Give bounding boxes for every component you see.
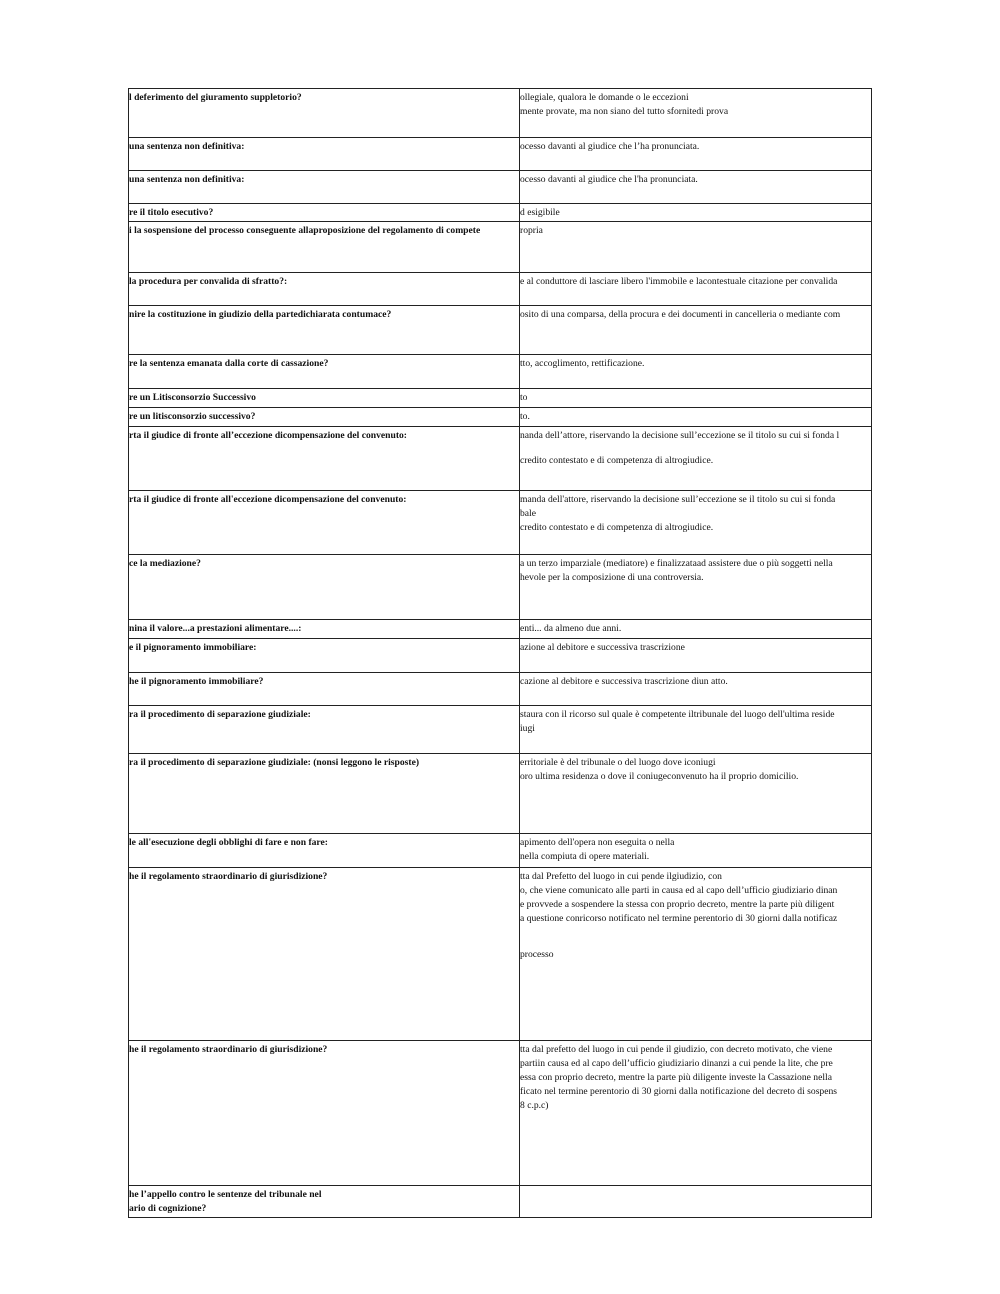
question-cell — [129, 89, 520, 138]
table-row — [129, 355, 872, 389]
question-line: ario di cognizione? — [129, 1203, 207, 1214]
question-cell — [129, 620, 520, 639]
answer-cell — [520, 491, 872, 555]
answer-line: ropria — [520, 225, 543, 236]
answer-line: nanda dell’attore, riservando la decisione sull’eccezione se il titolo su cui si fonda l — [520, 430, 840, 441]
question-line: re un Litisconsorzio Successivo — [129, 392, 256, 403]
table-row — [129, 868, 872, 1041]
question-cell — [129, 222, 520, 273]
table-row — [129, 620, 872, 639]
question-line: ce la mediazione? — [129, 558, 201, 569]
table-row — [129, 639, 872, 673]
answer-line: tta dal prefetto del luogo in cui pende il giudizio, con decreto motivato, che viene — [520, 1044, 833, 1055]
answer-cell — [520, 834, 872, 868]
answer-cell — [520, 204, 872, 222]
answer-cell — [520, 706, 872, 754]
question-cell — [129, 138, 520, 171]
answer-cell — [520, 273, 872, 306]
table-row — [129, 706, 872, 754]
table-row — [129, 427, 872, 491]
table-row — [129, 222, 872, 273]
table-row — [129, 204, 872, 222]
answer-cell — [520, 868, 872, 1041]
answer-cell — [520, 89, 872, 138]
question-line: he il regolamento straordinario di giurisdizione? — [129, 1044, 328, 1055]
question-line: ra il procedimento di separazione giudiziale: (nonsi leggono le risposte) — [129, 757, 420, 768]
answer-cell — [520, 1186, 872, 1218]
table-row — [129, 306, 872, 355]
answer-line: e al conduttore di lasciare libero l'immobile e lacontestuale citazione per convalida — [520, 276, 838, 287]
answer-line: enti... da almeno due anni. — [520, 623, 622, 634]
answer-cell — [520, 389, 872, 408]
answer-cell — [520, 222, 872, 273]
answer-line: essa con proprio decreto, mentre la parte più diligente investe la Cassazione nella — [520, 1072, 832, 1083]
table-row — [129, 491, 872, 555]
table-row — [129, 138, 872, 171]
answer-line: hevole per la composizione di una controversia. — [520, 572, 704, 583]
table-row — [129, 754, 872, 834]
table-row — [129, 1186, 872, 1218]
answer-cell — [520, 754, 872, 834]
answer-line: ocesso davanti al giudice che l'ha pronunciata. — [520, 174, 698, 185]
table-row — [129, 834, 872, 868]
question-line: re un litisconsorzio successivo? — [129, 411, 256, 422]
table-row — [129, 1041, 872, 1186]
question-cell — [129, 555, 520, 620]
answer-line: staura con il ricorso sul quale è competente iltribunale del luogo dell'ultima reside — [520, 709, 835, 720]
answer-cell — [520, 1041, 872, 1186]
answer-line: d esigibile — [520, 207, 560, 218]
answer-cell — [520, 673, 872, 706]
question-cell — [129, 1186, 520, 1218]
question-cell — [129, 868, 520, 1041]
question-cell — [129, 491, 520, 555]
question-line: he il regolamento straordinario di giurisdizione? — [129, 871, 328, 882]
question-line: he il pignoramento immobiliare? — [129, 676, 264, 687]
question-line: i la sospensione del processo conseguente allaproposizione del regolamento di compete — [129, 225, 481, 236]
qa-table — [128, 88, 872, 1218]
question-cell — [129, 1041, 520, 1186]
question-line: una sentenza non definitiva: — [129, 141, 245, 152]
answer-cell — [520, 555, 872, 620]
answer-line: azione al debitore e successiva trascrizione — [520, 642, 685, 653]
question-line: he l’appello contro le sentenze del tribunale nel — [129, 1189, 322, 1200]
answer-cell — [520, 427, 872, 491]
answer-line: tto, accoglimento, rettificazione. — [520, 358, 645, 369]
answer-line: mente provate, ma non siano del tutto sfornitedi prova — [520, 106, 729, 117]
table-row — [129, 273, 872, 306]
question-cell — [129, 673, 520, 706]
question-line: le all'esecuzione degli obblighi di fare e non fare: — [129, 837, 328, 848]
answer-line: erritoriale è del tribunale o del luogo dove iconiugi — [520, 757, 716, 768]
question-cell — [129, 834, 520, 868]
answer-line: credito contestato e di competenza di altrogiudice. — [520, 522, 714, 533]
answer-line: manda dell'attore, riservando la decisione sull’eccezione se il titolo su cui si fonda — [520, 494, 836, 505]
answer-line: iugi — [520, 723, 535, 734]
question-cell — [129, 639, 520, 673]
question-cell — [129, 754, 520, 834]
answer-line: osito di una comparsa, della procura e dei documenti in cancelleria o mediante com — [520, 309, 841, 320]
question-line: nina il valore...a prestazioni alimentare....: — [129, 623, 302, 634]
answer-line: to — [520, 392, 528, 403]
answer-line: processo — [520, 949, 554, 960]
answer-line: nella compiuta di opere materiali. — [520, 851, 650, 862]
answer-line — [520, 937, 871, 948]
question-cell — [129, 171, 520, 204]
answer-cell — [520, 620, 872, 639]
answer-line: ocesso davanti al giudice che l’ha pronunciata. — [520, 141, 700, 152]
answer-line: a questione conricorso notificato nel termine perentorio di 30 giorni dalla notificaz — [520, 913, 838, 924]
answer-cell — [520, 138, 872, 171]
answer-line: apimento dell'opera non eseguita o nella — [520, 837, 675, 848]
table-row — [129, 171, 872, 204]
question-line: ra il procedimento di separazione giudiziale: — [129, 709, 311, 720]
answer-line: bale — [520, 508, 536, 519]
question-line: l deferimento del giuramento suppletorio? — [129, 92, 302, 103]
question-cell — [129, 306, 520, 355]
answer-line: credito contestato e di competenza di altrogiudice. — [520, 455, 714, 466]
answer-line — [520, 926, 871, 937]
question-cell — [129, 408, 520, 427]
answer-line: cazione al debitore e successiva trascrizione diun atto. — [520, 676, 728, 687]
answer-line: oro ultima residenza o dove il coniugeconvenuto ha il proprio domicilio. — [520, 771, 799, 782]
answer-line: o, che viene comunicato alle parti in causa ed al capo dell’ufficio giudiziario dinan — [520, 885, 838, 896]
answer-line: ficato nel termine perentorio di 30 giorni dalla notificazione del decreto di sospens — [520, 1086, 838, 1097]
question-cell — [129, 389, 520, 408]
answer-line: tta dal Prefetto del luogo in cui pende ilgiudizio, con — [520, 871, 722, 882]
table-row — [129, 89, 872, 138]
answer-line: a un terzo imparziale (mediatore) e finalizzataad assistere due o più soggetti nella — [520, 558, 833, 569]
question-cell — [129, 706, 520, 754]
answer-line: 8 c.p.c) — [520, 1100, 549, 1111]
answer-cell — [520, 306, 872, 355]
question-line: una sentenza non definitiva: — [129, 174, 245, 185]
answer-line: to. — [520, 411, 530, 422]
table-row — [129, 673, 872, 706]
answer-line: ollegiale, qualora le domande o le eccezioni — [520, 92, 689, 103]
answer-cell — [520, 639, 872, 673]
question-cell — [129, 273, 520, 306]
question-line: e il pignoramento immobiliare: — [129, 642, 257, 653]
question-line: re la sentenza emanata dalla corte di cassazione? — [129, 358, 329, 369]
question-line: rta il giudice di fronte all'eccezione dicompensazione del convenuto: — [129, 494, 407, 505]
question-line: re il titolo esecutivo? — [129, 207, 214, 218]
table-row — [129, 555, 872, 620]
question-cell — [129, 355, 520, 389]
question-cell — [129, 427, 520, 491]
question-line: la procedura per convalida di sfratto?: — [129, 276, 288, 287]
answer-line: partiin causa ed al capo dell’ufficio giudiziario dinanzi a cui pende la lite, che pre — [520, 1058, 833, 1069]
question-line: rta il giudice di fronte all’eccezione dicompensazione del convenuto: — [129, 430, 408, 441]
answer-line: e provvede a sospendere la stessa con proprio decreto, mentre la parte più diligent — [520, 899, 835, 910]
answer-line — [520, 443, 871, 454]
question-line: nire la costituzione in giudizio della partedichiarata contumace? — [129, 309, 392, 320]
answer-cell — [520, 355, 872, 389]
table-row — [129, 408, 872, 427]
table-row — [129, 389, 872, 408]
answer-cell — [520, 408, 872, 427]
answer-cell — [520, 171, 872, 204]
question-cell — [129, 204, 520, 222]
